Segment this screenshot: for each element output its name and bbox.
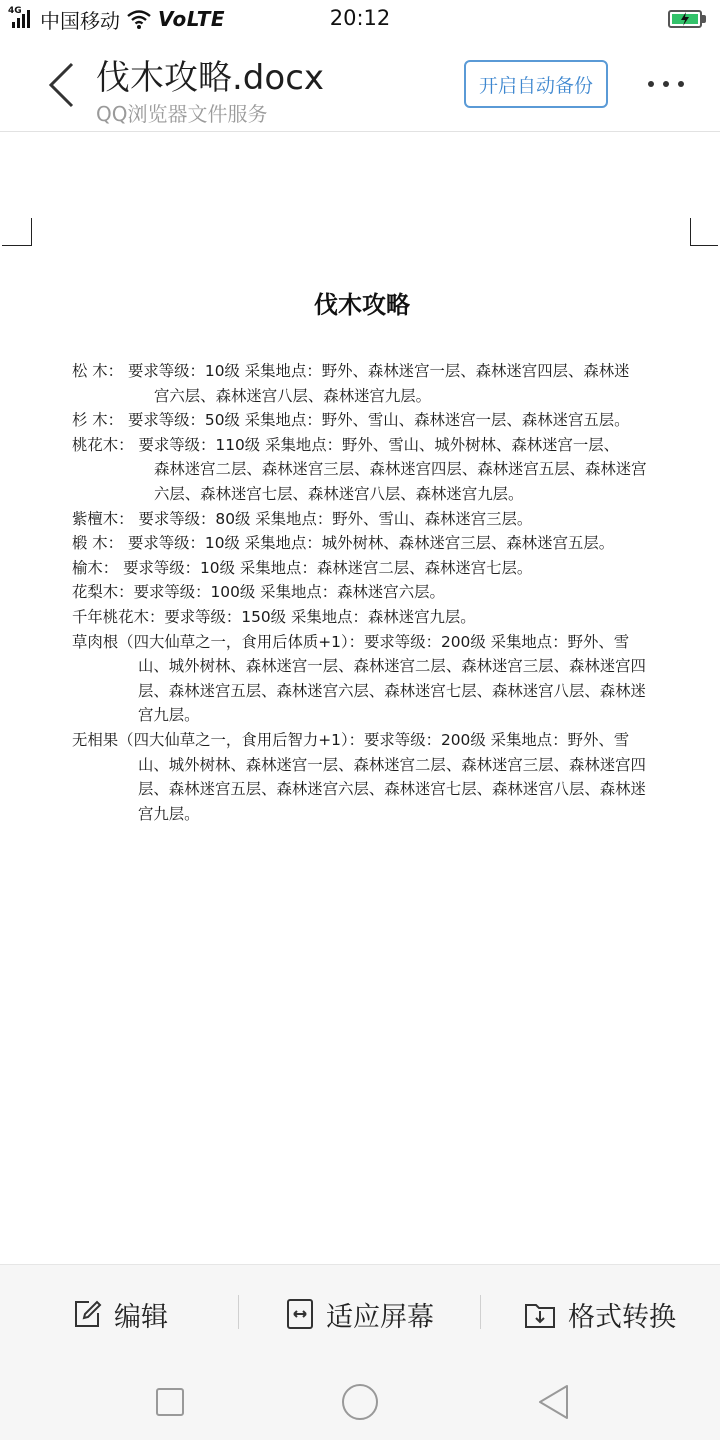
auto-backup-button[interactable]: 开启自动备份 — [464, 60, 608, 108]
entry-line: 六层、森林迷宫七层、森林迷宫八层、森林迷宫九层。 — [154, 484, 524, 503]
entry-line: 椴 木： 要求等级：10级 采集地点：城外树林、森林迷宫三层、森林迷宫五层。 — [72, 534, 615, 553]
entry-paragraph — [0, 433, 700, 507]
edit-button[interactable] — [72, 1291, 168, 1337]
document-title: 伐木攻略 — [314, 291, 410, 319]
network-tag: 4G — [8, 6, 22, 16]
more-dots-icon — [648, 81, 654, 87]
entry-line: 层、森林迷宫五层、森林迷宫六层、森林迷宫七层、森林迷宫八层、森林迷 — [138, 681, 646, 700]
signal-icon — [8, 8, 34, 30]
entry-line: 森林迷宫二层、森林迷宫三层、森林迷宫四层、森林迷宫五层、森林迷宫 — [154, 460, 647, 479]
document-viewer[interactable] — [0, 133, 720, 1263]
format-convert-icon — [524, 1299, 556, 1329]
toolbar-divider — [238, 1295, 239, 1329]
more-options-button[interactable] — [634, 66, 698, 102]
entry-line: 宫九层。 — [138, 706, 200, 725]
home-button[interactable] — [340, 1382, 380, 1422]
recent-apps-button[interactable] — [150, 1382, 190, 1422]
entry-paragraph — [0, 580, 700, 605]
entry-line: 松 木： 要求等级：10级 采集地点：野外、森林迷宫一层、森林迷宫四层、森林迷 — [72, 362, 630, 380]
wifi-icon — [126, 8, 152, 30]
system-nav-bar — [0, 1362, 720, 1440]
battery-icon — [668, 10, 706, 28]
circle-icon — [341, 1383, 379, 1421]
fit-screen-icon — [286, 1298, 314, 1330]
chevron-left-icon — [46, 61, 76, 109]
entry-paragraph — [0, 359, 700, 408]
entry-paragraph — [0, 728, 700, 826]
fit-screen-button[interactable] — [286, 1291, 434, 1337]
entry-paragraph — [0, 605, 700, 630]
back-button[interactable] — [38, 56, 84, 114]
format-convert-button[interactable] — [524, 1291, 676, 1337]
entry-line: 宫九层。 — [138, 804, 200, 823]
app-header — [0, 38, 720, 132]
document-file-name: 伐木攻略.docx — [96, 58, 325, 98]
page-crop-mark-right — [690, 218, 718, 246]
nav-back-button[interactable] — [534, 1382, 574, 1422]
square-icon — [155, 1387, 185, 1417]
entry-line: 千年桃花木：要求等级：150级 采集地点：森林迷宫九层。 — [72, 607, 476, 626]
entry-line: 榆木： 要求等级：10级 采集地点：森林迷宫二层、森林迷宫七层。 — [72, 558, 533, 577]
entry-line: 层、森林迷宫五层、森林迷宫六层、森林迷宫七层、森林迷宫八层、森林迷 — [138, 780, 646, 799]
edit-icon — [72, 1299, 102, 1329]
volte-indicator: VoLTE — [158, 7, 226, 31]
entry-paragraph — [0, 630, 700, 728]
page-crop-mark-left — [2, 218, 32, 246]
entry-line: 草肉根（四大仙草之一，食用后体质+1）：要求等级：200级 采集地点：野外、雪 — [72, 632, 630, 651]
entry-line: 花梨木：要求等级：100级 采集地点：森林迷宫六层。 — [72, 583, 445, 602]
bottom-toolbar — [0, 1264, 720, 1362]
edit-label: 编辑 — [114, 1301, 168, 1333]
entry-paragraph — [0, 408, 700, 433]
entry-paragraph — [0, 556, 700, 581]
entry-paragraph — [0, 531, 700, 556]
entry-line: 紫檀木： 要求等级：80级 采集地点：野外、雪山、森林迷宫三层。 — [72, 509, 533, 528]
toolbar-divider — [480, 1295, 481, 1329]
status-bar — [0, 0, 720, 38]
document-body — [0, 359, 720, 826]
clock: 20:12 — [329, 6, 391, 30]
service-subtitle: QQ浏览器文件服务 — [96, 102, 268, 126]
entry-paragraph — [0, 507, 700, 532]
fit-screen-label: 适应屏幕 — [326, 1301, 434, 1333]
entry-line: 桃花木： 要求等级：110级 采集地点：野外、雪山、城外树林、森林迷宫一层、 — [72, 435, 620, 454]
format-convert-label: 格式转换 — [568, 1301, 676, 1333]
entry-line: 杉 木： 要求等级：50级 采集地点：野外、雪山、森林迷宫一层、森林迷宫五层。 — [72, 411, 630, 430]
entry-line: 宫六层、森林迷宫八层、森林迷宫九层。 — [154, 386, 432, 405]
carrier-name: 中国移动 — [40, 8, 120, 33]
entry-line: 山、城外树林、森林迷宫一层、森林迷宫二层、森林迷宫三层、森林迷宫四 — [138, 755, 646, 774]
entry-line: 无相果（四大仙草之一，食用后智力+1）：要求等级：200级 采集地点：野外、雪 — [72, 730, 630, 749]
status-left — [8, 6, 225, 32]
entry-line: 山、城外树林、森林迷宫一层、森林迷宫二层、森林迷宫三层、森林迷宫四 — [138, 657, 646, 676]
triangle-back-icon — [537, 1384, 571, 1420]
